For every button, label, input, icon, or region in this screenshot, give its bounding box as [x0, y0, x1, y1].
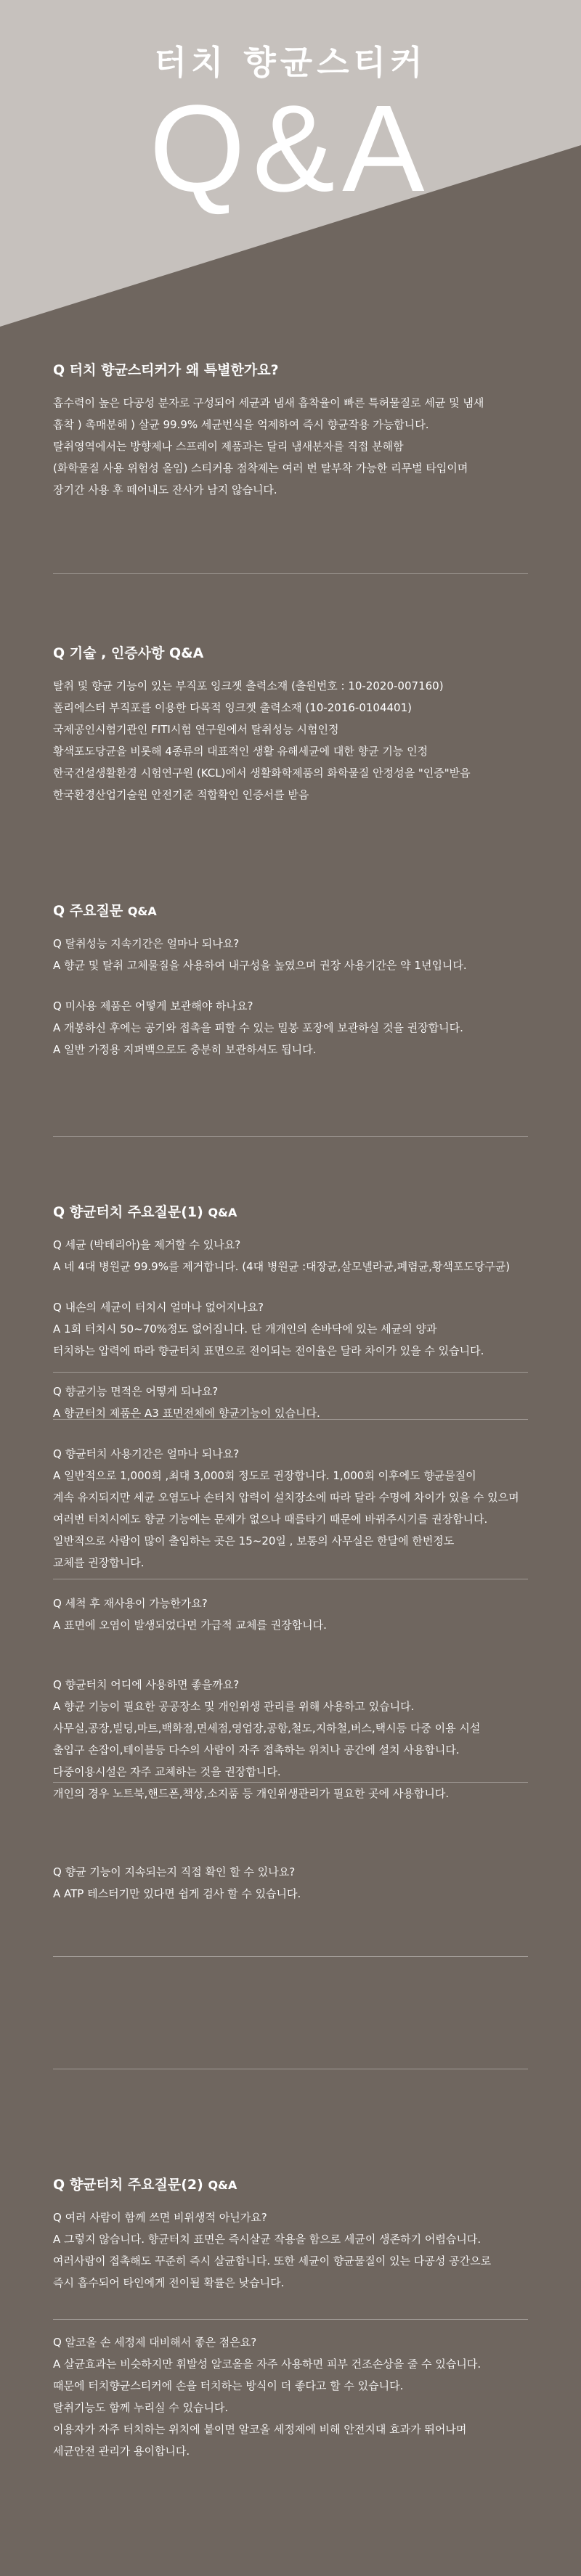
- body-line: 흡수력이 높은 다공성 분자로 구성되어 세균과 냄새 흡착율이 빠른 특허물질로 세균 및 냄새: [53, 396, 484, 409]
- body-line: 흡착 ) 촉매분해 ) 살균 99.9% 세균번식을 억제하여 즉시 향균작용 가능합니다.: [53, 418, 429, 431]
- answer-line: 개인의 경우 노트북,핸드폰,책상,소지품 등 개인위생관리가 필요한 곳에 사용합니다.: [53, 1787, 450, 1800]
- section-main-questions: [0, 900, 581, 1060]
- body-line: 황색포도당균을 비롯해 4종류의 대표적인 생활 유해세균에 대한 향균 기능 인정: [53, 745, 428, 758]
- section-title-ko: Q 주요질문: [53, 903, 123, 919]
- section-title: [53, 1201, 528, 1221]
- section-divider: [53, 1372, 528, 1373]
- answer-line: A 향균터치 제품은 A3 표면전체에 향균기능이 있습니다.: [53, 1407, 320, 1420]
- body-line: 장기간 사용 후 떼어내도 잔사가 남지 않습니다.: [53, 483, 277, 496]
- body-line: (화학물질 사용 위험성 올임) 스티커용 점착제는 여러 번 탈부착 가능한 리무벌 타입이며: [53, 462, 468, 475]
- section-divider: [53, 2319, 528, 2320]
- section-certification: [0, 642, 581, 806]
- answer-line: 일반적으로 사람이 많이 출입하는 곳은 15~20일 , 보통의 사무실은 한달에 한번정도: [53, 1534, 455, 1547]
- answer-line: A 향균 및 탈취 고체물질을 사용하여 내구성을 높였으며 권장 사용기간은 약 1년입니다.: [53, 959, 467, 972]
- body-line: 탈취영역에서는 방향제나 스프레이 제품과는 달리 냄새분자를 직접 분해함: [53, 440, 404, 453]
- question-line: Q 향균터치 어디에 사용하면 좋을까요?: [53, 1678, 240, 1691]
- section-divider: [53, 1956, 528, 1957]
- answer-line: 탈취기능도 함께 누리실 수 있습니다.: [53, 2401, 229, 2414]
- section-divider: [53, 573, 528, 574]
- answer-line: 사무실,공장,빌딩,마트,백화점,면세점,영업장,공항,철도,지하철,버스,택시등 다중 이용 시설: [53, 1722, 481, 1735]
- answer-line: A 일반적으로 1,000회 ,최대 3,000회 정도로 권장합니다. 1,000회 이후에도 향균물질이: [53, 1469, 476, 1482]
- section-title: Q 터치 향균스티커가 왜 특별한가요?: [53, 362, 279, 378]
- section-divider: [53, 1136, 528, 1137]
- answer-line: 교체를 권장합니다.: [53, 1556, 145, 1569]
- answer-line: 즉시 흡수되어 타인에게 전이될 확률은 낮습니다.: [53, 2276, 285, 2289]
- answer-line: 여러번 터치시에도 향균 기능에는 문제가 없으나 때를타기 때문에 바꿔주시기를 권장합니다.: [53, 1513, 488, 1526]
- answer-line: 때문에 터치향균스티커에 손을 터치하는 방식이 더 좋다고 할 수 있습니다.: [53, 2379, 404, 2392]
- answer-line: A 개봉하신 후에는 공기와 접촉을 피할 수 있는 밀봉 포장에 보관하실 것을 권장합니다.: [53, 1021, 463, 1034]
- answer-line: 출입구 손잡이,테이블등 다수의 사람이 자주 접촉하는 위치나 공간에 설치 사용합니다.: [53, 1743, 460, 1757]
- section-questions-1: [0, 1201, 581, 1905]
- question-line: Q 세척 후 재사용이 가능한가요?: [53, 1597, 208, 1610]
- answer-line: 다중이용시설은 자주 교체하는 것을 권장합니다.: [53, 1765, 281, 1778]
- section-title: Q 기술 , 인증사항 Q&A: [53, 645, 204, 661]
- body-line: 탈취 및 향균 기능이 있는 부직포 잉크젯 출력소재 (출원번호 : 10-2020-007160): [53, 679, 444, 692]
- question-line: Q 향균터치 사용기간은 얼마나 되나요?: [53, 1447, 240, 1460]
- question-line: Q 내손의 세균이 터치시 얼마나 없어지나요?: [53, 1301, 264, 1314]
- section-title-en: Q&A: [208, 2178, 237, 2192]
- section-questions-2: [0, 2174, 581, 2462]
- section-title: [53, 900, 528, 920]
- answer-line: 이용자가 자주 터치하는 위치에 붙이면 알코올 세정제에 비해 안전지대 효과가 뛰어나며: [53, 2423, 467, 2436]
- section-special: [0, 359, 581, 501]
- answer-line: A 표면에 오염이 발생되었다면 가급적 교체를 권장합니다.: [53, 1619, 327, 1632]
- section-title: [53, 2174, 528, 2193]
- answer-line: A 네 4대 병원균 99.9%를 제거합니다. (4대 병원균 :대장균,살모넬라균,폐렴균,황색포도당구균): [53, 1260, 511, 1273]
- question-line: Q 세균 (박테리아)을 제거할 수 있나요?: [53, 1238, 241, 1251]
- section-title-ko: Q 향균터치 주요질문(2): [53, 2177, 203, 2193]
- answer-line: 여러사람이 접촉해도 꾸준히 즉시 살균합니다. 또한 세균이 향균물질이 있는 다공성 공간으로: [53, 2254, 492, 2268]
- answer-line: 세균안전 관리가 용이합니다.: [53, 2445, 190, 2458]
- section-title-ko: Q 향균터치 주요질문(1): [53, 1204, 203, 1220]
- section-title-en: Q&A: [208, 1206, 237, 1219]
- body-line: 한국환경산업기술원 안전기준 적합확인 인증서를 받음: [53, 788, 309, 801]
- answer-line: A 1회 터치시 50~70%정도 없어집니다. 단 개개인의 손바닥에 있는 세균의 양과: [53, 1322, 437, 1336]
- question-line: Q 탈취성능 지속기간은 얼마나 되나요?: [53, 937, 240, 950]
- section-divider: [53, 1782, 528, 1783]
- answer-line: A 일반 가정용 지퍼백으로도 충분히 보관하셔도 됩니다.: [53, 1043, 317, 1056]
- hero-qa-heading: Q&A: [149, 80, 432, 218]
- body-line: 폴리에스터 부직포를 이용한 다목적 잉크젯 출력소재 (10-2016-0104401): [53, 701, 412, 714]
- section-title-en: Q&A: [127, 904, 157, 918]
- hero-title: 터치 향균스티커: [154, 43, 427, 82]
- answer-line: 터치하는 압력에 따라 향균터치 표면으로 전이되는 전이율은 달라 차이가 있을 수 있습니다.: [53, 1344, 484, 1357]
- section-divider: [53, 1419, 528, 1420]
- body-line: 국제공인시험기관인 FITI시험 연구원에서 탈취성능 시험인정: [53, 723, 339, 736]
- question-line: Q 여러 사람이 함께 쓰면 비위생적 아닌가요?: [53, 2211, 267, 2224]
- answer-line: A ATP 테스터기만 있다면 쉽게 검사 할 수 있습니다.: [53, 1887, 301, 1900]
- answer-line: A 그렇지 않습니다. 향균터치 표면은 즉시살균 작용을 함으로 세균이 생존하기 어렵습니다.: [53, 2233, 482, 2246]
- answer-line: A 향균 기능이 필요한 공공장소 및 개인위생 관리를 위해 사용하고 있습니다.: [53, 1700, 415, 1713]
- question-line: Q 알코올 손 세정제 대비해서 좋은 점은요?: [53, 2336, 257, 2349]
- question-line: Q 향균 기능이 지속되는지 직접 확인 할 수 있나요?: [53, 1865, 296, 1878]
- answer-line: 계속 유지되지만 세균 오염도나 손터치 압력이 설치장소에 따라 달라 수명에 차이가 있을 수 있으며: [53, 1491, 519, 1504]
- question-line: Q 향균기능 면적은 어떻게 되나요?: [53, 1385, 219, 1398]
- hero-banner: [0, 0, 581, 327]
- answer-line: A 살균효과는 비슷하지만 휘발성 알코올을 자주 사용하면 피부 건조손상을 줄 수 있습니다.: [53, 2358, 482, 2371]
- question-line: Q 미사용 제품은 어떻게 보관해야 하나요?: [53, 999, 253, 1013]
- body-line: 한국건설생활환경 시험연구원 (KCL)에서 생활화학제품의 화학물질 안정성을 "인증"받음: [53, 766, 471, 780]
